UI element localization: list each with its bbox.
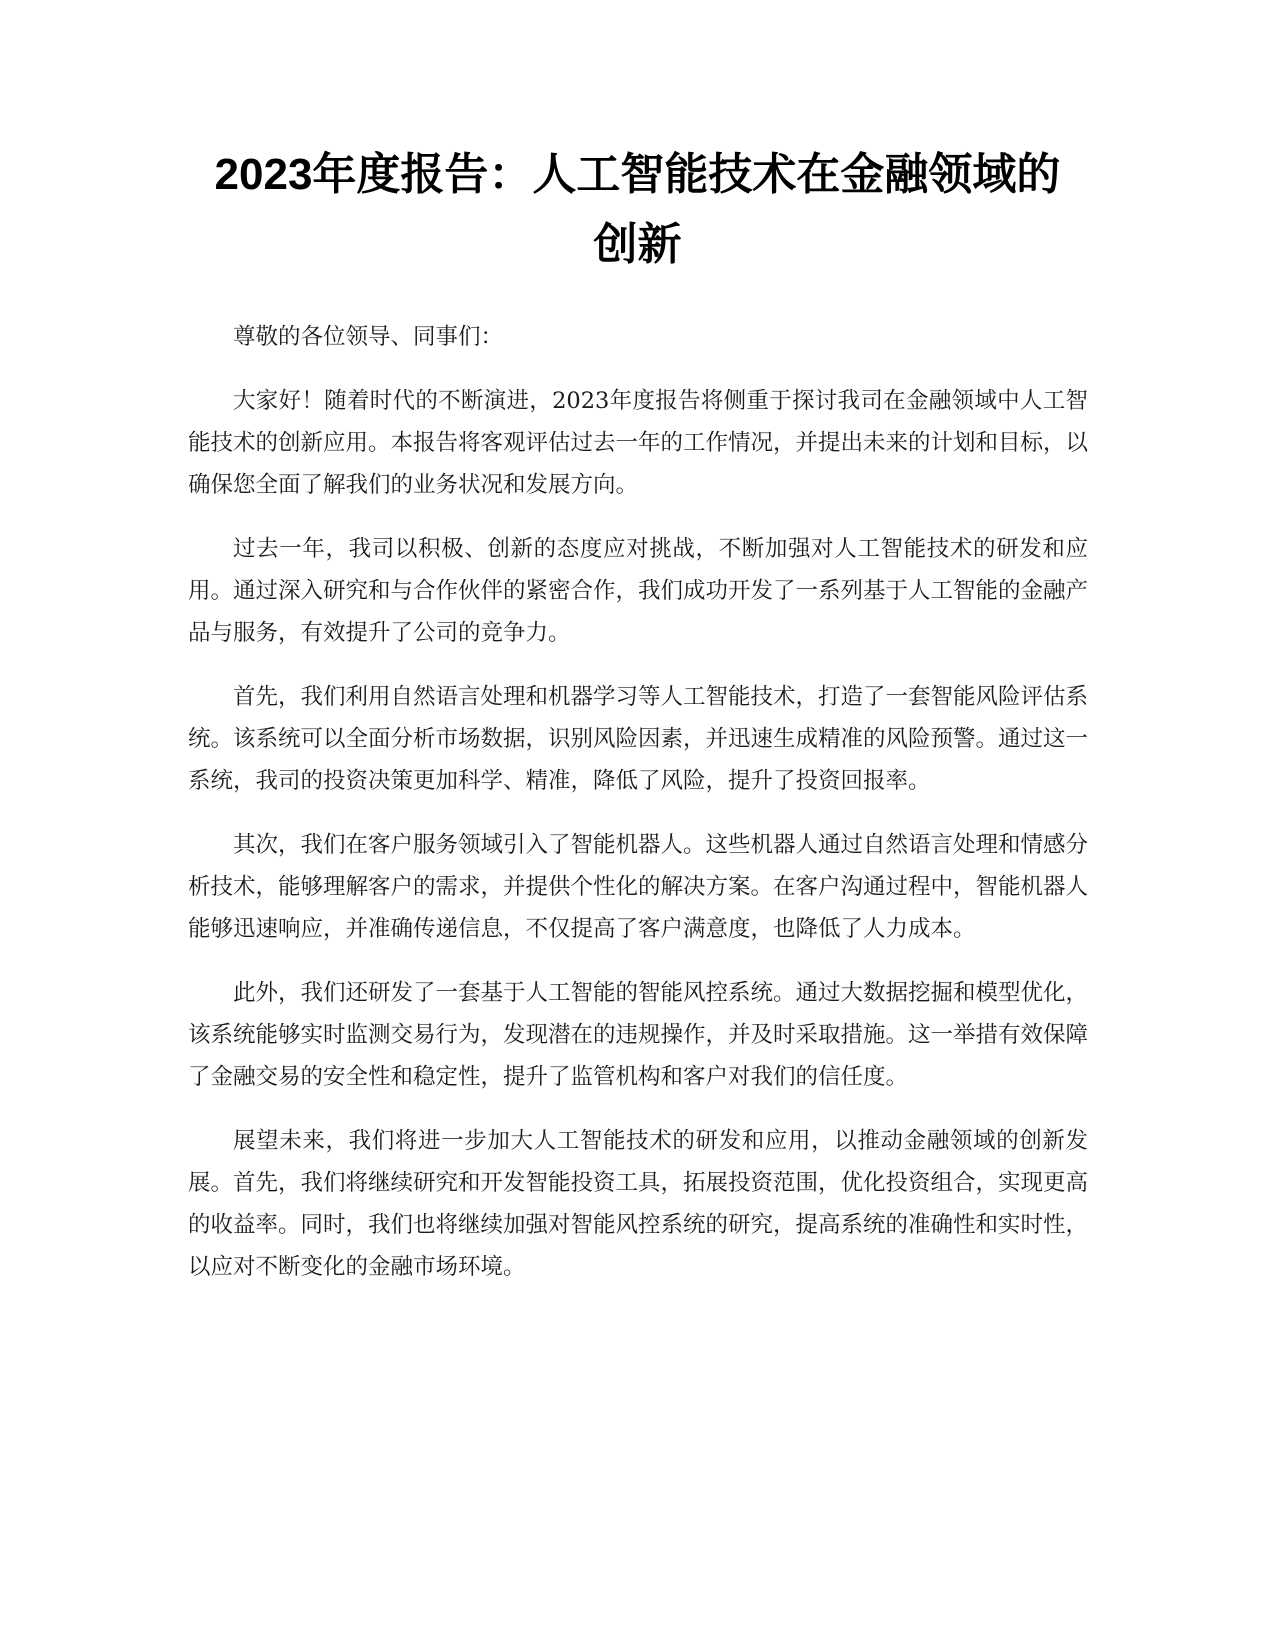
intro-paragraph: 大家好！随着时代的不断演进，2023年度报告将侧重于探讨我司在金融领域中人工智能技术的创新应用。本报告将客观评估过去一年的工作情况，并提出未来的计划和目标，以确保您全面了解我们的业务状况和发展方向。 [188, 388, 1089, 498]
document-title [150, 140, 1125, 280]
title-line-1: 2023年度报告：人工智能技术在金融领域的 [214, 150, 1061, 199]
salutation-paragraph: 尊敬的各位领导、同事们： [233, 324, 504, 350]
risk-assessment-paragraph: 首先，我们利用自然语言处理和机器学习等人工智能技术，打造了一套智能风险评估系统。该系统可以全面分析市场数据，识别风险因素，并迅速生成精准的风险预警。通过这一系统，我司的投资决策更加科学、精准，降低了风险，提升了投资回报率。 [188, 684, 1089, 794]
customer-service-paragraph: 其次，我们在客户服务领域引入了智能机器人。这些机器人通过自然语言处理和情感分析技术，能够理解客户的需求，并提供个性化的解决方案。在客户沟通过程中，智能机器人能够迅速响应，并准确传递信息，不仅提高了客户满意度，也降低了人力成本。 [188, 832, 1089, 942]
document-body [188, 316, 1088, 1310]
title-line-2: 创新 [593, 220, 682, 269]
risk-control-paragraph: 此外，我们还研发了一套基于人工智能的智能风控系统。通过大数据挖掘和模型优化，该系统能够实时监测交易行为，发现潜在的违规操作，并及时采取措施。这一举措有效保障了金融交易的安全性和稳定性，提升了监管机构和客户对我们的信任度。 [188, 980, 1089, 1090]
review-paragraph: 过去一年，我司以积极、创新的态度应对挑战，不断加强对人工智能技术的研发和应用。通过深入研究和与合作伙伴的紧密合作，我们成功开发了一系列基于人工智能的金融产品与服务，有效提升了公司的竞争力。 [188, 536, 1089, 646]
outlook-paragraph: 展望未来，我们将进一步加大人工智能技术的研发和应用，以推动金融领域的创新发展。首先，我们将继续研究和开发智能投资工具，拓展投资范围，优化投资组合，实现更高的收益率。同时，我们也将继续加强对智能风控系统的研究，提高系统的准确性和实时性，以应对不断变化的金融市场环境。 [188, 1128, 1089, 1280]
